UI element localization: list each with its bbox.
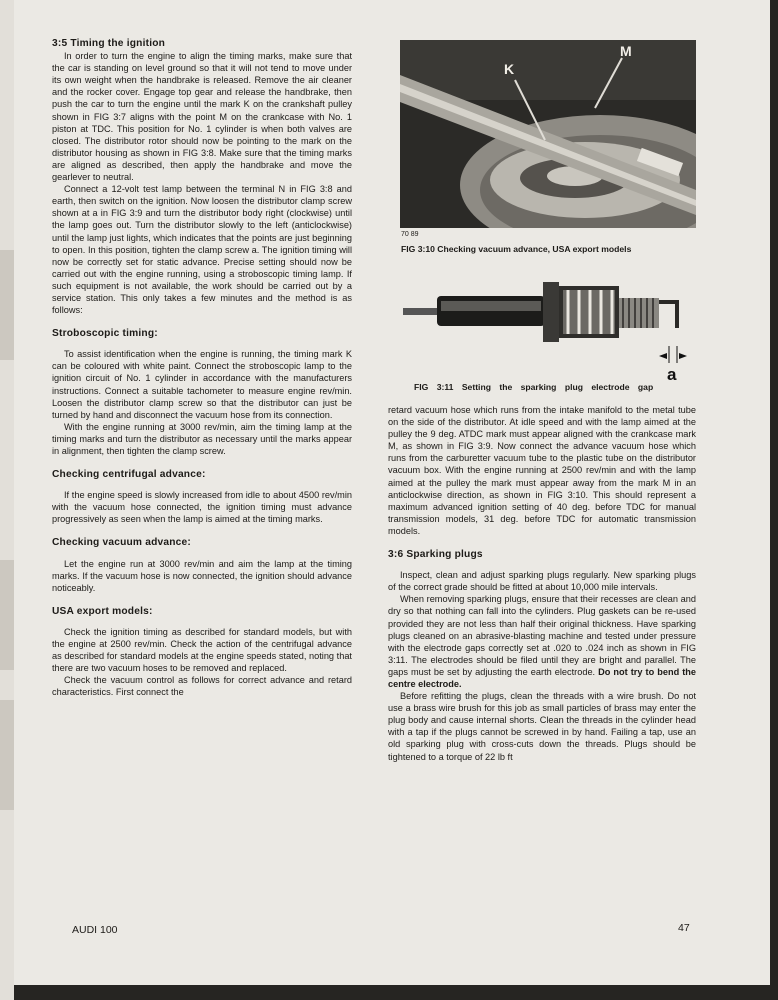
previous-page-edge — [0, 0, 14, 1000]
fig-3-10-caption: FIG 3:10 Checking vacuum advance, USA export models — [401, 244, 632, 254]
usa-heading: USA export models: — [52, 605, 153, 617]
usa-para-1: Check the ignition timing as described for standard models, but with the engine at 2500 rev/min. Check the action of the centrifugal advance as described for standard models at the engine speeds stated, noting that there are two vacuum hoses to be removed and replaced. — [52, 626, 352, 674]
centrifugal-heading: Checking centrifugal advance: — [52, 469, 206, 481]
fig-3-10-label-m: M — [620, 43, 632, 59]
page-number: 47 — [678, 922, 690, 934]
section-3-5-heading: 3:5 Timing the ignition — [52, 38, 166, 49]
spark-plug-drawing — [403, 268, 703, 384]
usa-continued: retard vacuum hose which runs from the intake manifold to the metal tube on the side of the distributor. At idle speed and with the lamp aimed at the pulley the 9 deg. ATDC mark must appear aligned with the crankcase mark M, as shown in FIG 3:9. Now connect the advance vacuum hose which runs from the carburetter vacuum tube to the plastic tube on the distributor vacuum box. With the engine running at 2500 rev/min and with the lamp aimed at the pulley the mark must appear away from the mark M in an anticlockwise direction, as shown in FIG 3:10. This should represent a maximum advanced ignition setting of 40 deg. before TDC for manual transmission models, 31 deg. before TDC for automatic transmission models. — [388, 405, 696, 536]
section-3-5-para-2: Connect a 12-volt test lamp between the terminal N in FIG 3:8 and earth, then switch on the ignition. Now loosen the distributor clamp screw shown at a in FIG 3:9 and turn the distributor body right (clockwise) until the lamp goes out. Turn the distributor slowly to the left (anticlockwise) until the lamp just lights, which indicates that the points are just beginning to open. In this position, tighten the clamp screw a. The ignition timing will now be correctly set for static advance. Precise setting should now be carried out with the engine running, using a stroboscopic timing lamp. If such equipment is not available, the work should be carried out by a service station. This only takes a few minutes and the method is as follows: — [52, 184, 352, 316]
section-3-6-para-1: Inspect, clean and adjust sparking plugs regularly. New sparking plugs of the correct grade should be fitted at about 10,000 mile intervals. — [388, 570, 696, 593]
fig-3-10-photo — [400, 40, 696, 228]
left-column — [52, 38, 352, 699]
footer-book-title: AUDI 100 — [72, 924, 118, 936]
fig-3-11-label-a: a — [667, 365, 677, 384]
section-3-6-para-3: Before refitting the plugs, clean the threads with a wire brush. Do not use a brass wire brush for this job as small particles of brass may enter the plug body and cause internal shorts. Clean the threads in the cylinder head with a tap if the plugs cannot be screwed in by hand. Failing a tap, use an old sparking plug with cross-cuts down the threads. Plugs should be tightened to a torque of 22 lb ft — [388, 691, 696, 762]
fig-3-11-caption: FIG 3:11 Setting the sparking plug electrode gap — [414, 382, 654, 392]
engine-pulley-photo — [400, 40, 696, 228]
section-3-6-para-2-text: When removing sparking plugs, ensure that their recesses are clean and dry so that nothing can fall into the cylinders. Plug gaskets can be re-used provided they are not less than half their original thickness. Have sparking plugs cleaned on an abrasive-blasting machine and tested under pressure with the electrode gaps correctly set at .020 to .024 inch as shown in FIG 3:11. The electrodes should be filed until they are bright and parallel. The gaps must be set by adjusting the earth electrode. — [388, 594, 696, 677]
fig-3-10-photo-number: 70 89 — [401, 231, 419, 238]
right-column — [388, 404, 696, 763]
fig-3-10-label-k: K — [504, 61, 515, 77]
section-3-6-heading: 3:6 Sparking plugs — [388, 549, 483, 561]
section-3-6-para-2 — [388, 593, 696, 690]
stroboscopic-heading: Stroboscopic timing: — [52, 328, 158, 340]
centrifugal-para-1: If the engine speed is slowly increased from idle to about 4500 rev/min with the vacuum hose connected, the ignition timing must advance progressively as seen when the lamp is aimed at the timing marks. — [52, 490, 352, 525]
usa-para-2: Check the vacuum control as follows for correct advance and retard characteristics. First connect the — [52, 675, 352, 698]
vacuum-heading: Checking vacuum advance: — [52, 537, 191, 549]
section-3-5-para-1: In order to turn the engine to align the timing marks, make sure that the car is standing on level ground so that it will not tend to move under its own weight when the handbrake is released. Remove the air cleaner and the rocker cover. Engage top gear and release the handbrake, then push the car to turn the engine until the mark K on the crankshaft pulley shown in FIG 3:7 aligns with the point M on the crankcase with No. 1 piston at TDC. This position for No. 1 cylinder is when both valves are closed. The distributor rotor should now be pointing to the mark on the distributor housing as shown in FIG 3:8. Make sure that the timing marks are aligned as described, then apply the handbrake and move the gearlever to neutral. — [52, 51, 352, 183]
section-3-6-warning: Do not try to bend the centre electrode. — [388, 666, 696, 689]
vacuum-para-1: Let the engine run at 3000 rev/min and aim the lamp at the timing marks. If the vacuum hose is now connected, the ignition should advance noticeably. — [52, 558, 352, 593]
stroboscopic-para-1: To assist identification when the engine is running, the timing mark K can be coloured with white paint. Connect the stroboscopic lamp to the ignition circuit of No. 1 cylinder in accordance with the manufacturers instructions. Connect a suitable tachometer to measure engine rev/min. Loosen the distributor clamp screw so that the distributor can just be turned by hand and disconnect the vacuum hose from its connection. — [52, 349, 352, 420]
stroboscopic-para-2: With the engine running at 3000 rev/min, aim the timing lamp at the timing marks and turn the distributor as necessary until the marks appear in alignment, then tighten the clamp screw. — [52, 421, 352, 456]
fig-3-11-illustration — [403, 268, 703, 384]
